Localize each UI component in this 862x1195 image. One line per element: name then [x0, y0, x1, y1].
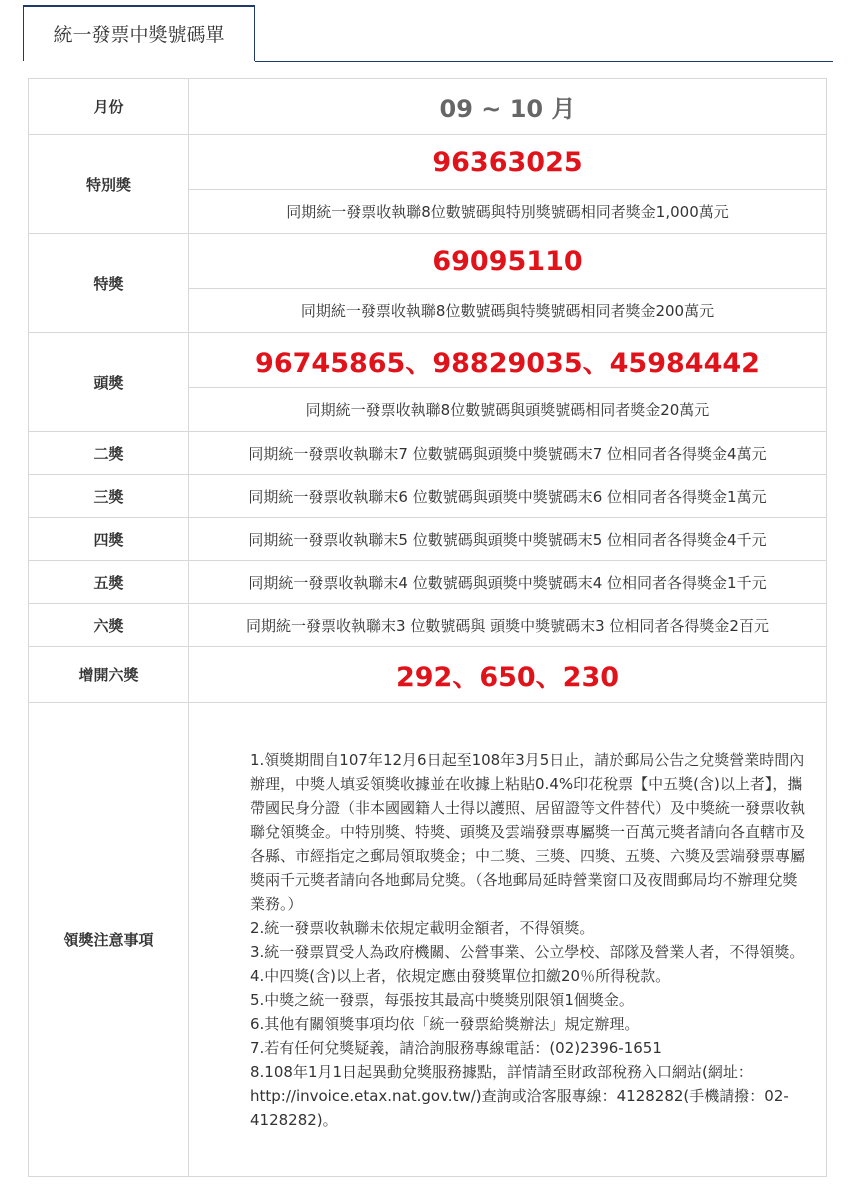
grand-prize-row: [29, 234, 827, 289]
winning-numbers-table: [28, 78, 827, 1177]
third-prize-row: [29, 475, 827, 518]
fourth-prize-desc: 同期統一發票收執聯末5 位數號碼與頭獎中獎號碼末5 位相同者各得獎金4千元: [189, 518, 827, 561]
fourth-prize-row: [29, 518, 827, 561]
grand-prize-number: 69095110: [189, 234, 827, 289]
tab-invoice-numbers[interactable]: 統一發票中獎號碼單: [23, 5, 255, 61]
tab-bar: [23, 5, 833, 62]
second-prize-row: [29, 432, 827, 475]
note-item: 3.統一發票買受人為政府機關、公營事業、公立學校、部隊及營業人者，不得領獎。: [250, 942, 805, 961]
extra-sixth-prize-label: 增開六獎: [29, 647, 189, 703]
note-item: 8.108年1月1日起異動兌獎服務據點，詳情請至財政部稅務入口網站(網址：http://invoice.etax.nat.gov.tw/)查詢或洽客服專線：4128282(手機請撥：02-4128282)。: [250, 1062, 789, 1129]
note-item: 4.中四獎(含)以上者，依規定應由發獎單位扣繳20％所得稅款。: [250, 966, 671, 985]
month-label: 月份: [29, 79, 189, 135]
first-prize-desc: 同期統一發票收執聯8位數號碼與頭獎號碼相同者獎金20萬元: [189, 388, 827, 432]
note-item: 5.中獎之統一發票，每張按其最高中獎獎別限領1個獎金。: [250, 990, 634, 1009]
first-prize-numbers: 96745865、98829035、45984442: [189, 333, 827, 388]
second-prize-label: 二獎: [29, 432, 189, 475]
second-prize-desc: 同期統一發票收執聯末7 位數號碼與頭獎中獎號碼末7 位相同者各得獎金4萬元: [189, 432, 827, 475]
note-item: 6.其他有關領獎事項均依「統一發票給獎辦法」規定辦理。: [250, 1014, 640, 1033]
special-prize-label: 特別獎: [29, 135, 189, 234]
sixth-prize-label: 六獎: [29, 604, 189, 647]
special-prize-desc: 同期統一發票收執聯8位數號碼與特別獎號碼相同者獎金1,000萬元: [189, 190, 827, 234]
grand-prize-desc: 同期統一發票收執聯8位數號碼與特獎號碼相同者獎金200萬元: [189, 289, 827, 333]
third-prize-label: 三獎: [29, 475, 189, 518]
extra-sixth-prize-numbers: 292、650、230: [189, 647, 827, 703]
fourth-prize-label: 四獎: [29, 518, 189, 561]
grand-prize-label: 特獎: [29, 234, 189, 333]
note-item: 7.若有任何兌獎疑義，請洽詢服務專線電話：(02)2396-1651: [250, 1038, 662, 1057]
fifth-prize-row: [29, 561, 827, 604]
fifth-prize-label: 五獎: [29, 561, 189, 604]
first-prize-label: 頭獎: [29, 333, 189, 432]
notes-row: [29, 703, 827, 1177]
note-item: 1.領獎期間自107年12月6日起至108年3月5日止，請於郵局公告之兌獎營業時間內辦理，中獎人填妥領獎收據並在收據上粘貼0.4%印花稅票【中五獎(含)以上者】，攜帶國民身分證（非本國國籍人士得以護照、居留證等文件替代）及中獎統一發票收執聯兌領獎金。中特別獎、特獎、頭獎及雲端發票專屬獎一百萬元獎者請向各直轄市及各縣、市經指定之郵局領取獎金；中二獎、三獎、四獎、五獎、六獎及雲端發票專屬獎兩千元獎者請向各地郵局兌獎。（各地郵局延時營業窗口及夜間郵局均不辦理兌獎業務。）: [250, 750, 806, 913]
third-prize-desc: 同期統一發票收執聯末6 位數號碼與頭獎中獎號碼末6 位相同者各得獎金1萬元: [189, 475, 827, 518]
month-row: [29, 79, 827, 135]
special-prize-row: [29, 135, 827, 190]
month-value: 09 ~ 10 月: [189, 79, 827, 135]
special-prize-number: 96363025: [189, 135, 827, 190]
notes-content: [189, 703, 827, 1177]
notes-label: 領獎注意事項: [29, 703, 189, 1177]
tab-underline: [255, 61, 833, 62]
sixth-prize-row: [29, 604, 827, 647]
first-prize-row: [29, 333, 827, 388]
note-item: 2.統一發票收執聯未依規定載明金額者，不得領獎。: [250, 918, 595, 937]
sixth-prize-desc: 同期統一發票收執聯末3 位數號碼與 頭獎中獎號碼末3 位相同者各得獎金2百元: [189, 604, 827, 647]
fifth-prize-desc: 同期統一發票收執聯末4 位數號碼與頭獎中獎號碼末4 位相同者各得獎金1千元: [189, 561, 827, 604]
extra-sixth-prize-row: [29, 647, 827, 703]
